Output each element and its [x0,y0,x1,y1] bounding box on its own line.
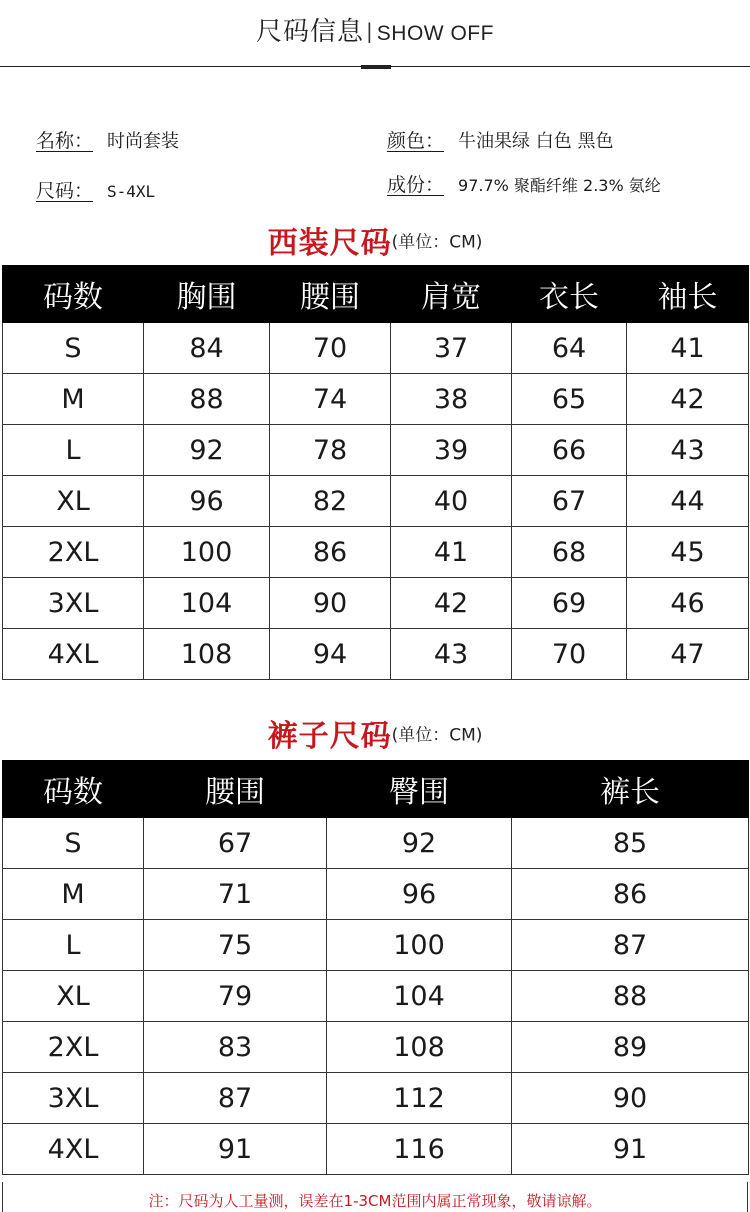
table-cell: 86 [270,527,391,578]
jacket-unit: (单位：CM) [391,232,483,253]
table-cell: 75 [144,920,327,971]
header-title-en: SHOW OFF [376,22,494,45]
info-material-label: 成份： [387,174,445,196]
jacket-section-title [0,218,750,262]
table-cell: 104 [144,578,270,629]
table-header-cell: 袖长 [627,266,749,323]
table-row [3,1073,749,1124]
table-cell: 3XL [3,578,144,629]
table-cell: 88 [512,971,749,1022]
table-row [3,920,749,971]
table-cell: 42 [627,374,749,425]
table-cell: 68 [512,527,627,578]
info-color-value: 牛油果绿 白色 黑色 [458,131,614,152]
table-cell: 65 [512,374,627,425]
table-cell: 71 [144,869,327,920]
table-cell: 89 [512,1022,749,1073]
table-cell: XL [3,476,144,527]
table-cell: 87 [512,920,749,971]
table-cell: 79 [144,971,327,1022]
table-cell: 70 [270,323,391,374]
table-cell: 92 [144,425,270,476]
table-cell: 112 [327,1073,512,1124]
table-row [3,578,749,629]
measurement-note: 注：尺码为人工量测，误差在1-3CM范围内属正常现象，敬请谅解。 [148,1192,602,1210]
header-title-zh: 尺码信息 [256,17,365,47]
table-header-cell: 码数 [3,266,144,323]
info-material-row [387,172,661,199]
table-cell: 87 [144,1073,327,1124]
table-header-cell: 肩宽 [391,266,512,323]
jacket-title: 西装尺码 [267,226,392,261]
table-row [3,818,749,869]
info-name-label: 名称： [36,130,94,152]
table-header-cell: 码数 [3,761,144,818]
table-cell: 43 [391,629,512,680]
table-cell: 40 [391,476,512,527]
table-header-cell: 裤长 [512,761,749,818]
table-row [3,1022,749,1073]
header-divider-mark [361,65,391,69]
table-cell: 78 [270,425,391,476]
table-cell: 100 [327,920,512,971]
table-cell: L [3,920,144,971]
table-cell: L [3,425,144,476]
table-cell: 2XL [3,1022,144,1073]
table-cell: 47 [627,629,749,680]
header-title [0,14,750,52]
table-cell: 64 [512,323,627,374]
table-cell: 70 [512,629,627,680]
header-separator: | [366,19,373,43]
table-row [3,527,749,578]
info-color-row [387,128,613,155]
table-cell: 86 [512,869,749,920]
table-cell: 96 [327,869,512,920]
jacket-size-table [2,265,749,680]
table-cell: 88 [144,374,270,425]
table-cell: 38 [391,374,512,425]
table-cell: 90 [270,578,391,629]
table-cell: 74 [270,374,391,425]
table-row [3,869,749,920]
table-cell: 67 [144,818,327,869]
table-cell: 90 [512,1073,749,1124]
table-cell: M [3,869,144,920]
table-row [3,971,749,1022]
pants-unit: (单位：CM) [391,725,483,746]
table-cell: S [3,323,144,374]
table-cell: 92 [327,818,512,869]
table-cell: 108 [327,1022,512,1073]
table-cell: 91 [144,1124,327,1175]
table-cell: 41 [627,323,749,374]
pants-size-table [2,760,749,1175]
pants-title: 裤子尺码 [267,719,392,754]
table-cell: 4XL [3,629,144,680]
table-header-row [3,266,749,323]
table-cell: 100 [144,527,270,578]
info-name-row [36,128,179,155]
table-cell: 2XL [3,527,144,578]
table-cell: M [3,374,144,425]
table-cell: 82 [270,476,391,527]
table-cell: 104 [327,971,512,1022]
table-header-cell: 胸围 [144,266,270,323]
table-header-cell: 臀围 [327,761,512,818]
table-cell: 66 [512,425,627,476]
table-cell: 83 [144,1022,327,1073]
table-row [3,425,749,476]
table-cell: XL [3,971,144,1022]
info-material-value: 97.7% 聚酯纤维 2.3% 氨纶 [458,176,661,195]
table-cell: 41 [391,527,512,578]
table-header-cell: 腰围 [144,761,327,818]
table-cell: 116 [327,1124,512,1175]
table-row [3,1124,749,1175]
page-header [0,0,750,70]
table-cell: 84 [144,323,270,374]
table-cell: 39 [391,425,512,476]
info-size-row [36,178,155,205]
info-size-value: S-4XL [107,182,156,201]
table-cell: 69 [512,578,627,629]
table-header-cell: 腰围 [270,266,391,323]
table-cell: 108 [144,629,270,680]
table-header-row [3,761,749,818]
table-row [3,629,749,680]
table-cell: 67 [512,476,627,527]
table-row [3,476,749,527]
info-color-label: 颜色： [387,130,445,152]
table-cell: S [3,818,144,869]
info-name-value: 时尚套装 [107,131,180,152]
table-cell: 94 [270,629,391,680]
table-cell: 46 [627,578,749,629]
pants-section-title [0,711,750,755]
table-row [3,374,749,425]
table-cell: 45 [627,527,749,578]
table-row [3,323,749,374]
table-cell: 91 [512,1124,749,1175]
table-cell: 42 [391,578,512,629]
table-cell: 96 [144,476,270,527]
table-cell: 4XL [3,1124,144,1175]
table-cell: 85 [512,818,749,869]
table-cell: 37 [391,323,512,374]
table-cell: 44 [627,476,749,527]
table-cell: 3XL [3,1073,144,1124]
table-header-cell: 衣长 [512,266,627,323]
info-size-label: 尺码： [36,180,94,202]
table-cell: 43 [627,425,749,476]
